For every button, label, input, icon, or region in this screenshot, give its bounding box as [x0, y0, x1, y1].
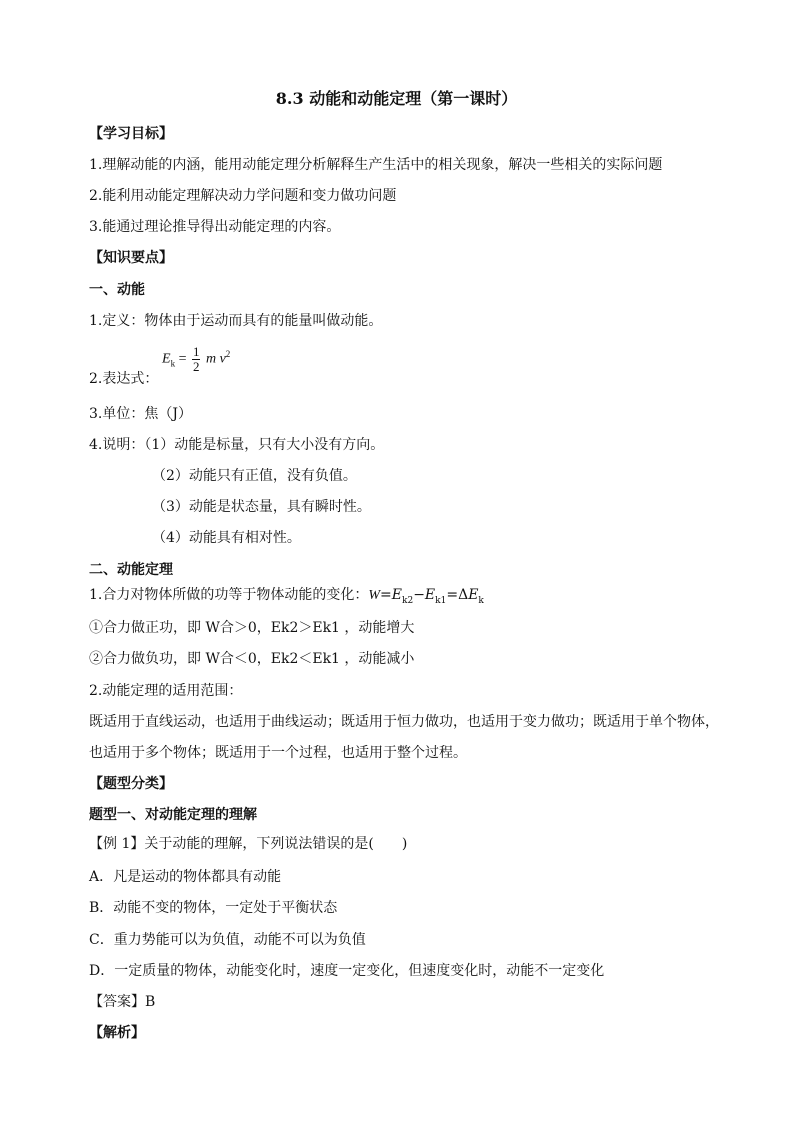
objectives-heading: 【学习目标】: [89, 126, 173, 142]
objective-item: 2.能利用动能定理解决动力学问题和变力做功问题: [89, 188, 397, 204]
case-negative-work: ②合力做负功，即 W合＜0，Ek2＜Ek1 ，动能减小: [89, 651, 415, 667]
definition-text: 1.定义：物体由于运动而具有的能量叫做动能。: [89, 313, 383, 329]
case-positive-work: ①合力做正功，即 W合＞0，Ek2＞Ek1 ，动能增大: [89, 620, 415, 636]
option-c: C．重力势能可以为负值，动能不可以为负值: [89, 932, 366, 948]
expression-label: 2.表达式：: [89, 371, 159, 387]
example-question: 【例 1】关于动能的理解，下列说法错误的是( ): [89, 836, 408, 852]
option-d: D．一定质量的物体，动能变化时，速度一定变化，但速度变化时，动能不一定变化: [89, 963, 605, 979]
note-item: （3）动能是状态量，具有瞬时性。: [152, 499, 371, 515]
theorem-text: 1.合力对物体所做的功等于物体动能的变化：$W=E_{k2}-E_{k1}=\Delta E_k$: [89, 587, 484, 606]
objective-item: 1.理解动能的内涵，能用动能定理分析解释生产生活中的相关现象，解决一些相关的实际问题: [89, 157, 663, 173]
analysis-heading: 【解析】: [89, 1025, 145, 1041]
scope-text: 也适用于多个物体；既适用于一个过程，也适用于整个过程。: [89, 745, 467, 761]
option-b: B．动能不变的物体，一定处于平衡状态: [89, 900, 338, 916]
note-item: 4.说明：（1）动能是标量，只有大小没有方向。: [89, 437, 385, 453]
kinetic-energy-formula: $E_k$ = $\frac{1}{2}$ m $v^2$: [162, 344, 231, 374]
answer-text: 【答案】B: [89, 994, 156, 1010]
theorem-formula: W: [368, 588, 381, 603]
theorem-statement: 1.合力对物体所做的功等于物体动能的变化：: [89, 587, 369, 603]
unit-text: 3.单位：焦（J）: [89, 406, 192, 422]
note-item: （2）动能只有正值，没有负值。: [152, 468, 357, 484]
scope-text: 既适用于直线运动，也适用于曲线运动；既适用于恒力做功，也适用于变力做功；既适用于单个物体，: [89, 714, 719, 730]
objective-item: 3.能通过理论推导得出动能定理的内容。: [89, 219, 341, 235]
note-item: （4）动能具有相对性。: [152, 530, 301, 546]
types-heading: 【题型分类】: [89, 776, 173, 792]
scope-heading: 2.动能定理的适用范围：: [89, 683, 243, 699]
section-heading-theorem: 二、动能定理: [89, 562, 173, 578]
option-a: A．凡是运动的物体都具有动能: [89, 869, 282, 885]
section-heading-kinetic-energy: 一、动能: [89, 282, 145, 298]
page-title: 8.3 动能和动能定理（第一课时）: [275, 89, 518, 108]
knowledge-heading: 【知识要点】: [89, 250, 173, 266]
type1-heading: 题型一、对动能定理的理解: [89, 807, 257, 823]
